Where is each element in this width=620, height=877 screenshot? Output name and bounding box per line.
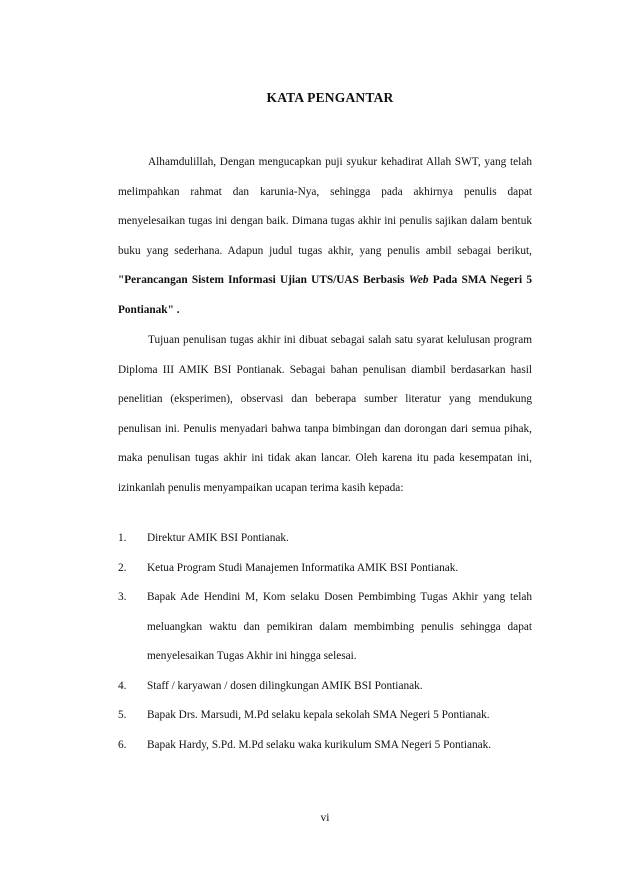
- list-item-number: 1.: [118, 532, 127, 544]
- list-item-text: Direktur AMIK BSI Pontianak.: [147, 532, 289, 544]
- list-item-text: Bapak Hardy, S.Pd. M.Pd selaku waka kurikulum SMA Negeri 5 Pontianak.: [147, 738, 492, 751]
- list-item-number: 2.: [118, 561, 127, 574]
- thesis-title-web: Web: [408, 274, 429, 286]
- thesis-title-period: .: [173, 303, 180, 316]
- list-item: [118, 731, 532, 761]
- thanks-list: [118, 524, 532, 760]
- paragraph-purpose: [118, 326, 532, 503]
- paragraph-purpose-text: Tujuan penulisan tugas akhir ini dibuat sebagai salah satu syarat kelulusan program Diploma III AMIK BSI Pontianak. Sebagai bahan penulisan diambil berdasarkan hasil penelitian (eksperimen), observasi dan beberapa sumber literatur yang mendukung penulisan ini. Penulis menyadari bahwa tanpa bimbingan dan dorongan dari semua pihak, maka penulisan tugas akhir ini tidak akan lancar. Oleh karena itu pada kesempatan ini, izinkanlah penulis menyampaikan ucapan terima kasih kepada:: [118, 334, 532, 494]
- list-item-number: 5.: [118, 709, 127, 721]
- paragraph-intro: [118, 148, 532, 325]
- list-item-number: 6.: [118, 738, 127, 751]
- list-item-text: Ketua Program Studi Manajemen Informatika AMIK BSI Pontianak.: [147, 561, 459, 574]
- thesis-title: [118, 274, 532, 316]
- list-item: [118, 672, 532, 702]
- paragraph-intro-text: Alhamdulillah, Dengan mengucapkan puji syukur kehadirat Allah SWT, yang telah melimpahkan rahmat dan karunia-Nya, sehingga pada akhirnya penulis dapat menyelesaikan tugas ini dengan baik. Dimana tugas akhir ini penulis sajikan dalam bentuk buku yang sederhana. Adapun judul tugas akhir, yang penulis ambil sebagai berikut,: [118, 156, 532, 257]
- list-item-number: 4.: [118, 679, 127, 692]
- page-number: vi: [320, 812, 330, 824]
- list-item: [118, 701, 532, 731]
- list-item: [118, 583, 532, 672]
- list-item: [118, 554, 532, 584]
- list-item-number: 3.: [118, 591, 127, 603]
- list-item: [118, 524, 532, 554]
- page-title: KATA PENGANTAR: [266, 90, 394, 105]
- list-item-text: Bapak Drs. Marsudi, M.Pd selaku kepala sekolah SMA Negeri 5 Pontianak.: [147, 709, 490, 721]
- list-item-text: Staff / karyawan / dosen dilingkungan AMIK BSI Pontianak.: [147, 679, 423, 692]
- list-item-text: Bapak Ade Hendini M, Kom selaku Dosen Pembimbing Tugas Akhir yang telah meluangkan waktu dan pemikiran dalam membimbing penulis sehingga dapat menyelesaikan Tugas Akhir ini hingga selesai.: [147, 591, 532, 662]
- thesis-title-end: Pada SMA Negeri 5 Pontianak": [118, 274, 532, 316]
- thesis-title-start: "Perancangan Sistem Informasi Ujian UTS/UAS Berbasis: [118, 274, 409, 286]
